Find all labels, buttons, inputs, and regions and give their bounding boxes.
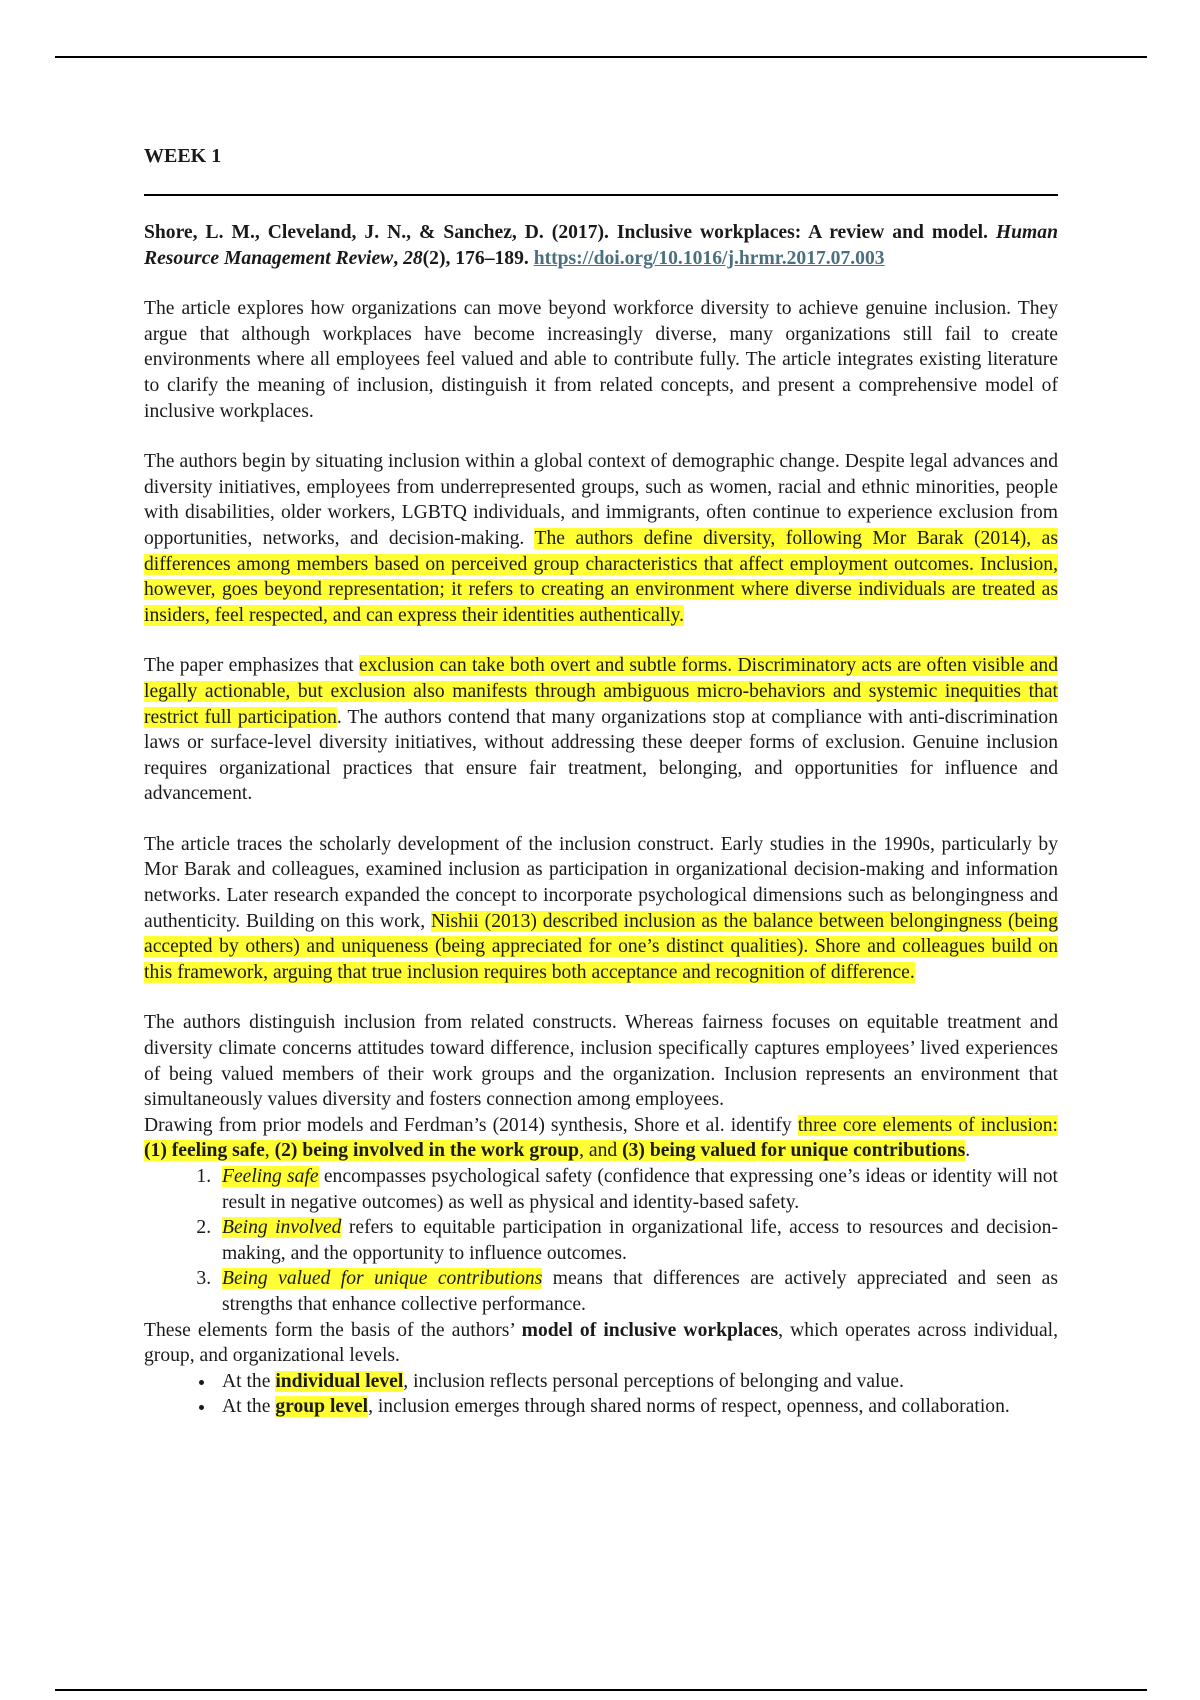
level-prefix: At the	[222, 1396, 271, 1418]
paragraph-history	[144, 832, 1058, 986]
highlight-exclusion: exclusion can take both overt and subtle forms. Discriminatory acts are often visible and legally actionable, but exclusion also manifests through ambiguous micro-behaviors and systemic inequities that restrict full participation	[144, 655, 1058, 728]
model-rest: , which operates across individual, group, and organizational levels.	[144, 1319, 1058, 1367]
separator: ,	[264, 1140, 270, 1162]
paragraph-core-elements	[144, 1113, 1058, 1164]
highlight-nishii: Nishii (2013) described inclusion as the balance between belongingness (being accepted by others) and uniqueness (being appreciated for one’s distinct qualities). Shore and colleagues build on this framework, arguing that true inclusion requires both acceptance and recognition of difference.	[144, 910, 1059, 983]
bottom-rule	[55, 1689, 1147, 1691]
separator: , and	[579, 1140, 618, 1162]
level-name: individual level	[275, 1370, 404, 1392]
list-item	[216, 1394, 1058, 1420]
paragraph-model	[144, 1318, 1058, 1369]
level-name: group level	[275, 1396, 369, 1418]
citation: Shore, L. M., Cleveland, J. N., & Sanchez, D. (2017). Inclusive workplaces: A review and model. Human Resource Management Review, 28(2), 176–189. https://doi.org/10.1016/j.hrmr.2017.07.003	[144, 222, 1058, 269]
citation-journal: Human Resource Management Review	[144, 222, 1058, 269]
citation-issue-pages: (2), 176–189.	[422, 247, 529, 269]
element-term: Being involved	[222, 1217, 342, 1239]
heading-rule	[144, 194, 1058, 196]
top-rule	[55, 56, 1147, 58]
element-3-bold: (3) being valued for unique contributions	[622, 1140, 966, 1162]
model-lead: These elements form the basis of the authors’	[144, 1319, 515, 1341]
paragraph-context-text: The authors begin by situating inclusion within a global context of demographic change. Despite legal advances and diversity initiatives, employees from underrepresented groups, such as women, racial and ethnic minorities, people with disabilities, older workers, LGBTQ individuals, and immigrants, often continue to experience exclusion from opportunities, networks, and decision-making.	[144, 451, 1058, 549]
paragraph-constructs: The authors distinguish inclusion from related constructs. Whereas fairness focuses on equitable treatment and diversity climate concerns attitudes toward difference, inclusion specifically captures employees’ lived experiences of being valued members of their work groups and the organization. Inclusion represents an environment that simultaneously values diversity and fosters connection among employees.	[144, 1012, 1058, 1111]
level-description: , inclusion emerges through shared norms of respect, openness, and collaboration.	[368, 1396, 1010, 1418]
core-elements-label: three core elements of inclusion:	[797, 1114, 1058, 1136]
list-item	[216, 1215, 1058, 1266]
paragraph-exclusion	[144, 653, 1058, 807]
citation-authors-title: Shore, L. M., Cleveland, J. N., & Sanchez, D. (2017). Inclusive workplaces: A review and model.	[144, 222, 988, 243]
element-description: encompasses psychological safety (confidence that expressing one’s ideas or identity will not result in negative outcomes) as well as physical and identity-based safety.	[222, 1166, 1058, 1213]
list-item	[216, 1164, 1058, 1215]
model-title: model of inclusive workplaces	[521, 1319, 779, 1341]
paragraph-overview: The article explores how organizations can move beyond workforce diversity to achieve genuine inclusion. They argue that although workplaces have become increasingly diverse, many organizations still fail to create environments where all employees feel valued and able to contribute fully. The article integrates existing literature to clarify the meaning of inclusion, distinguish it from related concepts, and present a comprehensive model of inclusive workplaces.	[144, 298, 1058, 422]
citation-volume: 28	[403, 247, 423, 269]
paragraph-context	[144, 449, 1058, 628]
highlight-definition: The authors define diversity, following Mor Barak (2014), as differences among members based on perceived group characteristics that affect employment outcomes. Inclusion, however, goes beyond representation; it refers to creating an environment where diverse individuals are treated as insiders, feel respected, and can express their identities authentically.	[144, 527, 1058, 626]
document-page	[144, 142, 1058, 1420]
element-description: refers to equitable participation in organizational life, access to resources and decision-making, and the opportunity to influence outcomes.	[222, 1217, 1058, 1264]
element-term: Being valued for unique contributions	[222, 1268, 543, 1290]
paragraph-exclusion-lead: The paper emphasizes that	[144, 655, 354, 677]
list-item	[216, 1266, 1058, 1317]
core-elements-list	[144, 1164, 1058, 1318]
level-description: , inclusion reflects personal perceptions of belonging and value.	[403, 1370, 904, 1392]
paragraph-history-text: The article traces the scholarly development of the inclusion construct. Early studies in the 1990s, particularly by Mor Barak and colleagues, examined inclusion as participation in organizational decision-making and information networks. Later research expanded the concept to incorporate psychological dimensions such as belongingness and authenticity. Building on this work,	[144, 833, 1058, 932]
levels-list	[144, 1369, 1058, 1420]
doi-link[interactable]: https://doi.org/10.1016/j.hrmr.2017.07.003	[533, 247, 885, 269]
element-term: Feeling safe	[222, 1166, 319, 1187]
paragraph-exclusion-rest: . The authors contend that many organizations stop at compliance with anti-discrimination laws or surface-level diversity initiatives, without addressing these deeper forms of exclusion. Genuine inclusion requires organizational practices that ensure fair treatment, belonging, and opportunities for influence and advancement.	[144, 706, 1059, 805]
list-item	[216, 1369, 1058, 1395]
core-elements-lead: Drawing from prior models and Ferdman’s (2014) synthesis, Shore et al. identify	[144, 1114, 792, 1136]
period: .	[965, 1140, 971, 1162]
element-description: means that differences are actively appreciated and seen as strengths that enhance collective performance.	[222, 1268, 1058, 1315]
element-2-bold: (2) being involved in the work group	[274, 1140, 580, 1162]
week-heading: WEEK 1	[144, 145, 222, 167]
element-1-bold: (1) feeling safe	[144, 1140, 265, 1162]
level-prefix: At the	[222, 1370, 271, 1392]
